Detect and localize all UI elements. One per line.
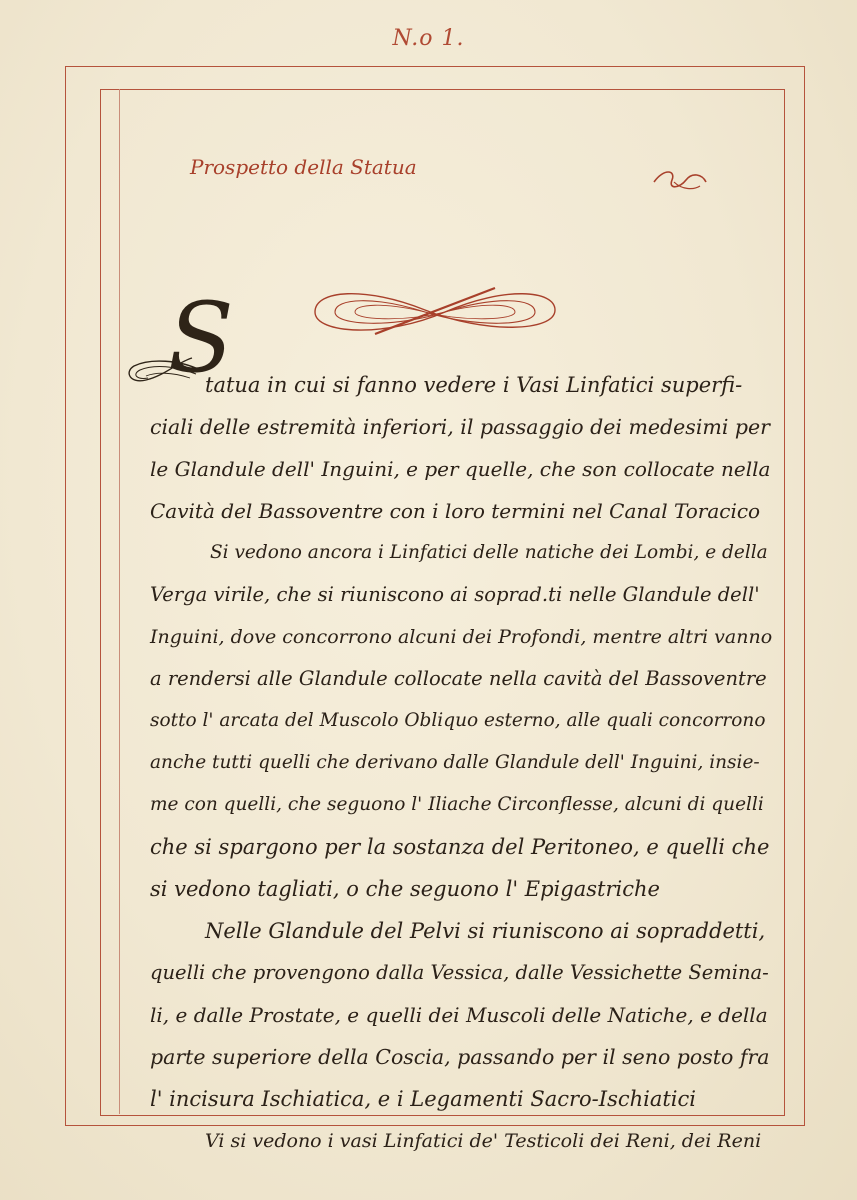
- text-line: quelli che provengono dalla Vessica, dalle Vessichette Semina-: [150, 961, 769, 984]
- page-number: N.o 1.: [392, 26, 465, 51]
- text-line: parte superiore della Coscia, passando per il seno posto fra: [150, 1045, 770, 1069]
- text-line: li, e dalle Prostate, e quelli dei Muscoli delle Natiche, e della: [150, 1003, 768, 1027]
- text-line: Vi si vedono i vasi Linfatici de' Testicoli dei Reni, dei Reni: [205, 1130, 762, 1152]
- margin-rule: [119, 89, 120, 1114]
- text-line: me con quelli, che seguono l' Iliache Circonflesse, alcuni di quelli: [150, 794, 764, 815]
- text-line: Nelle Glandule del Pelvi si riuniscono ai sopraddetti,: [205, 919, 766, 943]
- text-line: Si vedono ancora i Linfatici delle natiche dei Lombi, e della: [210, 542, 768, 563]
- text-line: sotto l' arcata del Muscolo Obliquo esterno, alle quali concorrono: [150, 710, 766, 731]
- text-line: anche tutti quelli che derivano dalle Glandule dell' Inguini, insie-: [150, 752, 760, 773]
- text-line: le Glandule dell' Inguini, e per quelle, che son collocate nella: [150, 457, 771, 481]
- text-line: Inguini, dove concorrono alcuni dei Profondi, mentre altri vanno: [150, 626, 773, 648]
- text-line: tatua in cui si fanno vedere i Vasi Linfatici superfi-: [205, 373, 743, 397]
- text-line: Cavità del Bassoventre con i loro termini nel Canal Toracico: [150, 499, 761, 523]
- text-line: ciali delle estremità inferiori, il passaggio dei medesimi per: [150, 415, 770, 439]
- text-line: l' incisura Ischiatica, e i Legamenti Sacro-Ischiatici: [150, 1087, 696, 1111]
- text-line: a rendersi alle Glandule collocate nella cavità del Bassoventre: [150, 667, 767, 690]
- text-line: che si spargono per la sostanza del Peritoneo, e quelli che: [150, 835, 770, 859]
- page-title: Prospetto della Statua: [190, 155, 417, 179]
- drop-cap-letter: S: [168, 282, 234, 394]
- title-flourish-ornament: [650, 160, 710, 200]
- calligraphic-flourish-ornament: [305, 276, 565, 346]
- text-line: si vedono tagliati, o che seguono l' Epigastriche: [150, 877, 660, 901]
- text-line: Verga virile, che si riuniscono ai soprad.ti nelle Glandule dell': [150, 583, 760, 606]
